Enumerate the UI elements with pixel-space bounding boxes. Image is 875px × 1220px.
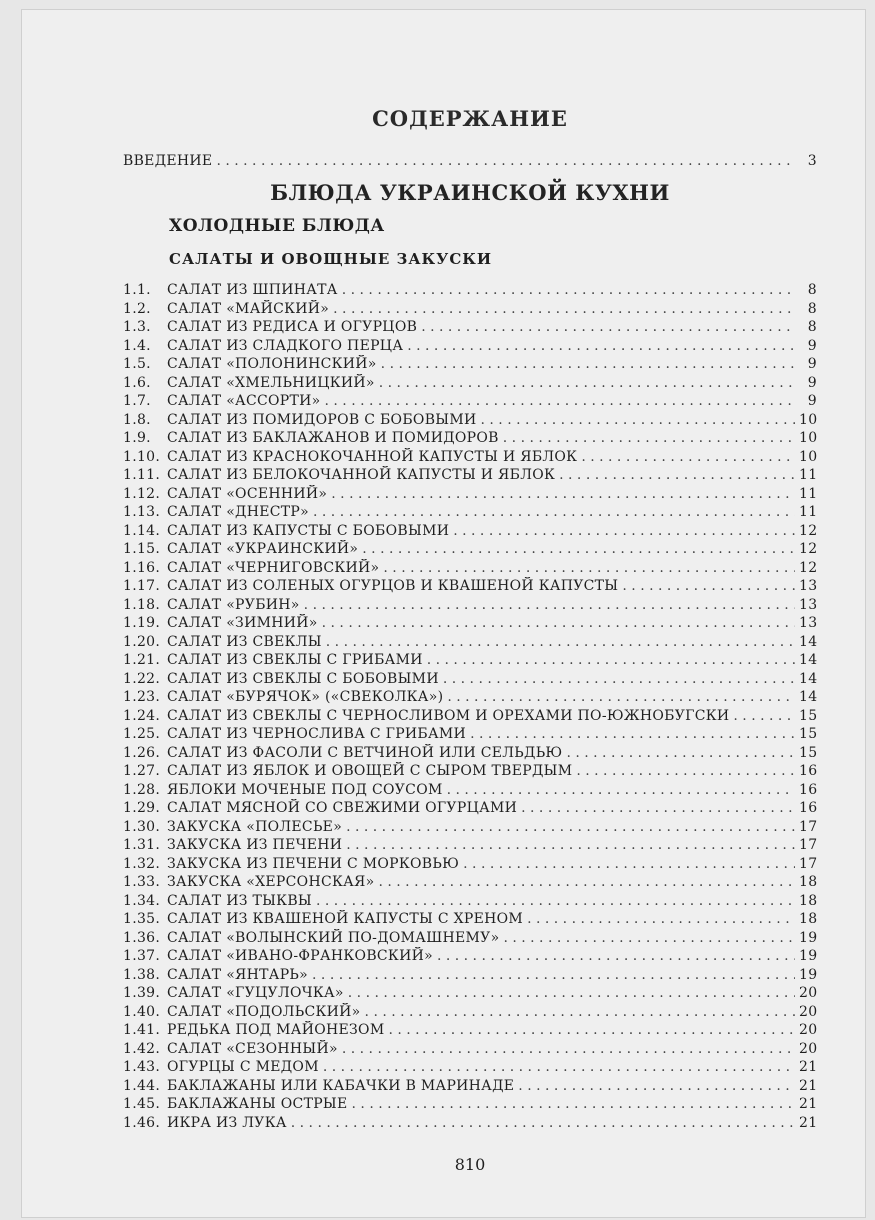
leader-dots: [346, 836, 795, 855]
toc-entry-number: 1.17.: [123, 578, 161, 594]
toc-entry-number: 1.15.: [123, 541, 161, 557]
toc-entry: [123, 725, 817, 744]
toc-entry: [123, 522, 817, 541]
toc-entry-page: 9: [807, 337, 817, 354]
toc-entry-number: 1.36.: [123, 929, 161, 946]
toc-entry-page: 8: [807, 282, 817, 298]
toc-entry-page: 14: [799, 633, 817, 650]
toc-entry-text: ЗАКУСКА «ХЕРСОНСКАЯ»: [167, 874, 375, 890]
toc-entry-page: 14: [799, 689, 817, 705]
toc-entry-text: ВВЕДЕНИЕ: [123, 153, 213, 169]
toc-entry-number: 1.32.: [123, 855, 161, 872]
toc-entry-number: 1.24.: [123, 707, 161, 724]
leader-dots: [346, 818, 795, 837]
leader-dots: [362, 540, 795, 559]
toc-entry-text: САЛАТ «ЗИМНИЙ»: [167, 615, 318, 631]
leader-dots: [518, 1077, 795, 1096]
page-number: 810: [454, 1155, 486, 1174]
toc-entry-text: САЛАТ ИЗ СВЕКЛЫ С ГРИБАМИ: [167, 652, 423, 668]
toc-entry-text: САЛАТ ИЗ БАКЛАЖАНОВ И ПОМИДОРОВ: [167, 430, 499, 446]
leader-dots: [388, 1021, 795, 1040]
toc-entry: [123, 910, 817, 929]
toc-entry-number: 1.21.: [123, 652, 161, 668]
toc-entry: [123, 947, 817, 966]
toc-entry-text: САЛАТ «МАЙСКИЙ»: [167, 300, 330, 317]
leader-dots: [521, 799, 795, 818]
toc-entry-page: 11: [799, 467, 817, 483]
toc-intro-row: [123, 152, 817, 171]
toc-entry-text: САЛАТ ИЗ ЯБЛОК И ОВОЩЕЙ С СЫРОМ ТВЕРДЫМ: [167, 763, 573, 779]
toc-entry: [123, 429, 817, 448]
toc-entry: [123, 485, 817, 504]
toc-entry-text: ЗАКУСКА ИЗ ПЕЧЕНИ С МОРКОВЬЮ: [167, 855, 460, 872]
leader-dots: [216, 152, 795, 171]
toc-entry: [123, 855, 817, 874]
toc-entry-text: САЛАТ ИЗ СОЛЕНЫХ ОГУРЦОВ И КВАШЕНОЙ КАПУСТЫ: [167, 578, 619, 594]
leader-dots: [421, 318, 795, 337]
toc-entry-page: 10: [799, 411, 817, 428]
toc-entry: [123, 466, 817, 485]
toc-entry-text: САЛАТ «ДНЕСТР»: [167, 504, 309, 520]
leader-dots: [503, 429, 795, 448]
toc-entry-page: 9: [807, 393, 817, 409]
toc-entry-number: 1.37.: [123, 948, 161, 964]
leader-dots: [381, 355, 795, 374]
toc-entry-page: 17: [799, 855, 817, 872]
leader-dots: [333, 300, 795, 319]
toc-entry-text: САЛАТ ИЗ КРАСНОКОЧАННОЙ КАПУСТЫ И ЯБЛОК: [167, 448, 578, 465]
toc-entry-text: БАКЛАЖАНЫ ИЛИ КАБАЧКИ В МАРИНАДЕ: [167, 1077, 515, 1094]
toc-entry: [123, 1003, 817, 1022]
toc-entry-page: 11: [799, 504, 817, 520]
toc-entry: [123, 318, 817, 337]
toc-entry-number: 1.29.: [123, 800, 161, 816]
toc-entry-number: 1.42.: [123, 1040, 161, 1057]
leader-dots: [326, 633, 795, 652]
toc-entry-page: 15: [799, 744, 817, 761]
toc-entry-page: 21: [799, 1059, 817, 1075]
toc-entry-text: РЕДЬКА ПОД МАЙОНЕЗОМ: [167, 1022, 385, 1038]
toc-entry-number: 1.20.: [123, 633, 161, 650]
leader-dots: [322, 614, 795, 633]
leader-dots: [348, 984, 795, 1003]
toc-entry-text: САЛАТ «ПОДОЛЬСКИЙ»: [167, 1003, 361, 1020]
toc-entry-page: 9: [807, 374, 817, 391]
toc-entry-page: 14: [799, 670, 817, 687]
toc-entry-number: 1.30.: [123, 818, 161, 835]
leader-dots: [342, 1040, 795, 1059]
toc-entry-text: САЛАТ ИЗ КВАШЕНОЙ КАПУСТЫ С ХРЕНОМ: [167, 911, 524, 927]
toc-entry-text: САЛАТ ИЗ КАПУСТЫ С БОБОВЫМИ: [167, 522, 450, 539]
toc-entry-number: 1.33.: [123, 874, 161, 890]
leader-dots: [559, 466, 795, 485]
toc-entry-page: 9: [807, 356, 817, 372]
toc-entry-page: 17: [799, 837, 817, 853]
toc-entry-text: САЛАТ ИЗ ЧЕРНОСЛИВА С ГРИБАМИ: [167, 726, 467, 742]
toc-entry-number: 1.35.: [123, 911, 161, 927]
toc-entry-number: 1.16.: [123, 559, 161, 576]
toc-entry-number: 1.23.: [123, 689, 161, 705]
toc-entry-text: САЛАТ ИЗ СВЕКЛЫ С БОБОВЫМИ: [167, 670, 439, 687]
leader-dots: [352, 1095, 795, 1114]
toc-entry-number: 1.5.: [123, 356, 151, 372]
toc-entry-text: САЛАТ «ВОЛЫНСКИЙ ПО-ДОМАШНЕМУ»: [167, 929, 500, 946]
toc-entry: [123, 929, 817, 948]
toc-entry-page: 18: [799, 892, 817, 909]
toc-entry: [123, 503, 817, 522]
toc-entry-text: ЗАКУСКА «ПОЛЕСЬЕ»: [167, 818, 343, 835]
leader-dots: [407, 337, 795, 356]
toc-entry-number: 1.19.: [123, 615, 161, 631]
toc-entry-number: 1.22.: [123, 670, 161, 687]
leader-dots: [622, 577, 795, 596]
toc-entry-number: 1.11.: [123, 467, 161, 483]
toc-entry-text: САЛАТ «РУБИН»: [167, 596, 300, 613]
toc-entry-text: САЛАТ «АССОРТИ»: [167, 393, 321, 409]
toc-entry-page: 18: [799, 911, 817, 927]
part-title: БЛЮДА УКРАИНСКОЙ КУХНИ: [270, 180, 670, 205]
leader-dots: [470, 725, 795, 744]
toc-entry-text: БАКЛАЖАНЫ ОСТРЫЕ: [167, 1096, 348, 1112]
toc-entry-page: 3: [807, 153, 817, 169]
toc-entry-text: САЛАТ ИЗ ШПИНАТА: [167, 282, 338, 298]
toc-entry-page: 20: [799, 985, 817, 1001]
toc-entry: [123, 873, 817, 892]
toc-entry-page: 10: [799, 448, 817, 465]
toc-entry: [123, 1114, 817, 1133]
leader-dots: [427, 651, 795, 670]
toc-entry: [123, 281, 817, 300]
toc-entry: [123, 633, 817, 652]
toc-entry-page: 17: [799, 818, 817, 835]
toc-entry: [123, 707, 817, 726]
toc-entry-number: 1.26.: [123, 744, 161, 761]
toc-entry-number: 1.38.: [123, 966, 161, 983]
toc-entry-text: САЛАТ «ПОЛОНИНСКИЙ»: [167, 356, 377, 372]
toc-entry-text: САЛАТ ИЗ СВЕКЛЫ С ЧЕРНОСЛИВОМ И ОРЕХАМИ ПО-ЮЖНОБУГСКИ: [167, 707, 730, 724]
leader-dots: [503, 929, 795, 948]
toc-entry-number: 1.9.: [123, 430, 151, 446]
toc-entry-page: 10: [799, 430, 817, 446]
toc-entry-text: САЛАТ ИЗ БЕЛОКОЧАННОЙ КАПУСТЫ И ЯБЛОК: [167, 467, 556, 483]
leader-dots: [481, 411, 796, 430]
leader-dots: [323, 1058, 795, 1077]
toc-entry-page: 21: [799, 1114, 817, 1131]
toc-entry: [123, 781, 817, 800]
toc-entry-text: САЛАТ МЯСНОЙ СО СВЕЖИМИ ОГУРЦАМИ: [167, 800, 518, 816]
toc-entry-text: САЛАТ «УКРАИНСКИЙ»: [167, 541, 359, 557]
toc-entry-text: САЛАТ ИЗ ТЫКВЫ: [167, 892, 312, 909]
toc-entry-number: 1.1.: [123, 282, 151, 298]
toc-entry-page: 12: [799, 522, 817, 539]
toc-entry: [123, 836, 817, 855]
toc-entry: [123, 1095, 817, 1114]
toc-entry-number: 1.3.: [123, 319, 151, 335]
toc-list: [123, 281, 817, 1132]
toc-entry-number: 1.31.: [123, 837, 161, 853]
toc-entry-number: 1.41.: [123, 1022, 161, 1038]
toc-entry: [123, 577, 817, 596]
toc-entry-number: 1.34.: [123, 892, 161, 909]
toc-entry: [123, 799, 817, 818]
toc-entry-page: 19: [799, 948, 817, 964]
toc-entry-page: 12: [799, 541, 817, 557]
toc-entry-number: 1.4.: [123, 337, 151, 354]
section-title: ХОЛОДНЫЕ БЛЮДА: [169, 216, 385, 236]
toc-entry-text: САЛАТ ИЗ РЕДИСА И ОГУРЦОВ: [167, 319, 418, 335]
toc-entry-number: 1.18.: [123, 596, 161, 613]
subsection-title: САЛАТЫ И ОВОЩНЫЕ ЗАКУСКИ: [169, 250, 493, 268]
toc-entry: [123, 892, 817, 911]
toc-entry: [123, 374, 817, 393]
toc-entry-number: 1.8.: [123, 411, 151, 428]
toc-entry-number: 1.13.: [123, 504, 161, 520]
leader-dots: [576, 762, 795, 781]
leader-dots: [437, 947, 795, 966]
toc-entry: [123, 540, 817, 559]
toc-entry-number: 1.44.: [123, 1077, 161, 1094]
toc-entry-page: 21: [799, 1096, 817, 1112]
toc-entry-number: 1.2.: [123, 300, 151, 317]
leader-dots: [566, 744, 795, 763]
toc-entry-number: 1.25.: [123, 726, 161, 742]
toc-entry: [123, 1058, 817, 1077]
toc-entry-number: 1.27.: [123, 763, 161, 779]
leader-dots: [304, 596, 795, 615]
toc-entry-page: 8: [807, 300, 817, 317]
toc-entry-page: 8: [807, 319, 817, 335]
toc-entry-text: ОГУРЦЫ С МЕДОМ: [167, 1059, 319, 1075]
leader-dots: [463, 855, 795, 874]
toc-entry: [123, 744, 817, 763]
toc-entry-text: САЛАТ ИЗ СВЕКЛЫ: [167, 633, 322, 650]
toc-entry-page: 21: [799, 1077, 817, 1094]
toc-entry: [123, 337, 817, 356]
toc-entry: [123, 651, 817, 670]
leader-dots: [331, 485, 795, 504]
toc-entry: [123, 1077, 817, 1096]
toc-entry: [123, 300, 817, 319]
toc-entry-text: САЛАТ «ИВАНО-ФРАНКОВСКИЙ»: [167, 948, 433, 964]
toc-entry: [123, 670, 817, 689]
toc-entry-page: 13: [799, 596, 817, 613]
toc-entry-text: САЛАТ ИЗ ФАСОЛИ С ВЕТЧИНОЙ ИЛИ СЕЛЬДЬЮ: [167, 744, 563, 761]
toc-entry-page: 16: [799, 781, 817, 798]
toc-entry: [123, 614, 817, 633]
toc-entry-text: САЛАТ «ЯНТАРЬ»: [167, 966, 309, 983]
leader-dots: [527, 910, 795, 929]
toc-entry-number: 1.6.: [123, 374, 151, 391]
toc-entry-text: САЛАТ «ОСЕННИЙ»: [167, 485, 328, 502]
toc-entry-page: 13: [799, 615, 817, 631]
toc-entry: [123, 411, 817, 430]
toc-entry-text: САЛАТ «СЕЗОННЫЙ»: [167, 1040, 338, 1057]
leader-dots: [312, 966, 795, 985]
toc-entry-number: 1.10.: [123, 448, 161, 465]
toc-entry-page: 18: [799, 874, 817, 890]
toc-entry-text: САЛАТ ИЗ СЛАДКОГО ПЕРЦА: [167, 337, 404, 354]
toc-entry: [123, 966, 817, 985]
toc-entry: [123, 596, 817, 615]
leader-dots: [581, 448, 795, 467]
toc-entry: [123, 688, 817, 707]
toc-entry-page: 20: [799, 1040, 817, 1057]
toc-entry-number: 1.39.: [123, 985, 161, 1001]
toc-entry-number: 1.46.: [123, 1114, 161, 1131]
toc-entry: [123, 559, 817, 578]
leader-dots: [378, 873, 795, 892]
toc-entry: [123, 818, 817, 837]
toc-entry: [123, 1021, 817, 1040]
book-page: [21, 9, 866, 1218]
leader-dots: [365, 1003, 795, 1022]
leader-dots: [379, 374, 795, 393]
toc-entry-text: ЯБЛОКИ МОЧЕНЫЕ ПОД СОУСОМ: [167, 781, 443, 798]
page-title: СОДЕРЖАНИЕ: [372, 106, 568, 131]
toc-entry-page: 19: [799, 966, 817, 983]
toc-entry-page: 11: [799, 485, 817, 502]
toc-entry-page: 15: [799, 707, 817, 724]
toc-entry-number: 1.43.: [123, 1059, 161, 1075]
toc-entry-page: 16: [799, 763, 817, 779]
leader-dots: [447, 781, 795, 800]
toc-entry-text: ИКРА ИЗ ЛУКА: [167, 1114, 287, 1131]
toc-entry-page: 14: [799, 652, 817, 668]
leader-dots: [316, 892, 795, 911]
toc-entry-page: 12: [799, 559, 817, 576]
toc-entry-text: САЛАТ «ХМЕЛЬНИЦКИЙ»: [167, 374, 375, 391]
toc-entry-page: 16: [799, 800, 817, 816]
toc-entry: [123, 762, 817, 781]
leader-dots: [325, 392, 796, 411]
toc-entry-number: 1.45.: [123, 1096, 161, 1112]
toc-entry-text: САЛАТ «БУРЯЧОК» («СВЕКОЛКА»): [167, 689, 444, 705]
toc-entry: [123, 448, 817, 467]
leader-dots: [447, 688, 795, 707]
leader-dots: [342, 281, 795, 300]
toc-entry-number: 1.40.: [123, 1003, 161, 1020]
toc-entry: [123, 1040, 817, 1059]
toc-entry-page: 15: [799, 726, 817, 742]
leader-dots: [383, 559, 795, 578]
toc-entry: [123, 392, 817, 411]
leader-dots: [313, 503, 795, 522]
leader-dots: [443, 670, 795, 689]
toc-entry-page: 20: [799, 1003, 817, 1020]
leader-dots: [733, 707, 795, 726]
toc-entry-text: САЛАТ «ЧЕРНИГОВСКИЙ»: [167, 559, 380, 576]
toc-entry: [123, 355, 817, 374]
toc-entry: [123, 984, 817, 1003]
leader-dots: [453, 522, 795, 541]
leader-dots: [291, 1114, 795, 1133]
toc-entry-page: 19: [799, 929, 817, 946]
toc-entry-page: 13: [799, 578, 817, 594]
toc-entry-page: 20: [799, 1022, 817, 1038]
toc-entry-number: 1.7.: [123, 393, 151, 409]
toc-entry-text: ЗАКУСКА ИЗ ПЕЧЕНИ: [167, 837, 343, 853]
toc-entry-number: 1.28.: [123, 781, 161, 798]
toc-entry-text: САЛАТ «ГУЦУЛОЧКА»: [167, 985, 344, 1001]
toc-entry-number: 1.12.: [123, 485, 161, 502]
toc-entry-number: 1.14.: [123, 522, 161, 539]
toc-entry-text: САЛАТ ИЗ ПОМИДОРОВ С БОБОВЫМИ: [167, 411, 477, 428]
